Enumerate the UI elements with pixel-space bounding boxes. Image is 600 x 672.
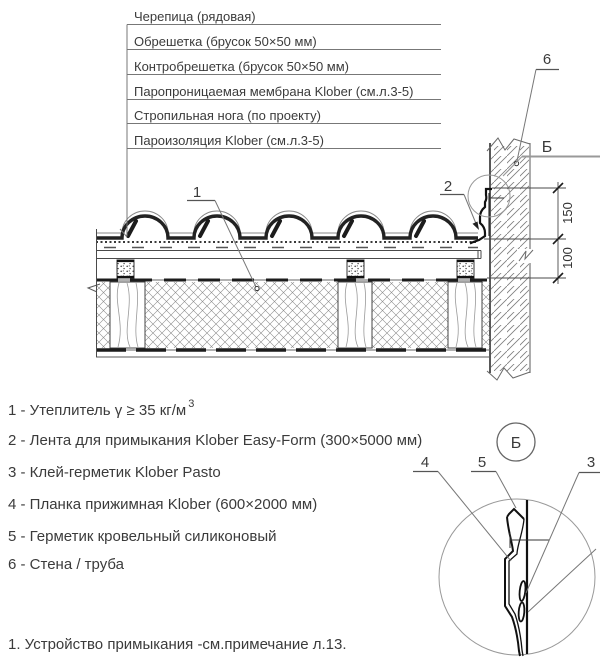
rafter	[448, 282, 482, 348]
callout-3-number: 3	[586, 454, 596, 471]
legend-item-4	[8, 496, 317, 513]
legend-item-2-text: 2 - Лента для примыкания Klober Easy-Form (300×5000 мм)	[8, 432, 423, 449]
tile-course	[96, 211, 478, 248]
callout-2	[440, 178, 479, 230]
layer-label-counter-batten: Контробрешетка (брусок 50×50 мм)	[134, 59, 350, 74]
callout-4	[413, 454, 511, 561]
callout-6-number: 6	[542, 51, 552, 68]
legend-item-1-superscript: 3	[188, 398, 195, 410]
sealant-bead	[519, 581, 527, 601]
callout-3-leader	[526, 473, 579, 594]
legend-item-2	[8, 432, 422, 449]
rafter	[338, 282, 372, 348]
callout-2-arrowhead	[473, 222, 480, 231]
legend-item-1	[8, 400, 194, 419]
insulation-hatch	[96, 282, 110, 348]
callout-2-leader	[464, 195, 477, 227]
counter-battens	[117, 260, 474, 278]
note-text: 1. Устройство примыкания -см.примечание л.13.	[8, 636, 347, 653]
layer-label-vapour-barrier: Пароизоляция Klober (см.л.3-5)	[134, 133, 324, 148]
layer-label-rafter: Стропильная нога (по проекту)	[134, 108, 321, 123]
batten-board	[96, 251, 481, 259]
legend-item-6	[8, 556, 124, 573]
detail-reference-letter: Б	[541, 139, 553, 156]
counter-batten	[117, 260, 134, 278]
layer-label-tile: Черепица (рядовая)	[134, 9, 256, 24]
legend-item-3	[8, 464, 221, 481]
insulation-hatch	[482, 282, 490, 348]
insulation-hatch	[372, 282, 448, 348]
callout-5	[471, 454, 516, 508]
callout-2-number: 2	[443, 178, 453, 195]
legend-item-4-text: 4 - Планка прижимная Klober (600×2000 мм)	[8, 496, 318, 513]
callout-5-leader	[496, 472, 516, 509]
callout-4-number: 4	[420, 454, 430, 471]
rafter	[110, 282, 145, 348]
layer-label-membrane: Паропроницаемая мембрана Klober (см.л.3-5)	[134, 84, 414, 99]
layer-label-batten: Обрешетка (брусок 50×50 мм)	[134, 34, 317, 49]
callout-4-leader	[438, 472, 511, 562]
roof-section	[88, 211, 490, 357]
callout-1-leader	[215, 201, 256, 288]
sealant-bead	[518, 602, 525, 621]
counter-batten	[457, 260, 474, 278]
dimension-value-100: 100	[560, 247, 575, 269]
dimension-value-150: 150	[560, 202, 575, 224]
legend-item-5	[8, 528, 277, 545]
counter-batten	[347, 260, 364, 278]
callout-1-dot	[255, 286, 259, 290]
wall-section	[487, 138, 539, 380]
callout-3-leader-2	[528, 549, 596, 612]
callout-1-number: 1	[192, 184, 202, 201]
callout-5-number: 5	[477, 454, 487, 471]
vapour-barrier-line	[96, 350, 490, 357]
insulation-hatch	[145, 282, 338, 348]
legend-item-5-text: 5 - Герметик кровельный силиконовый	[8, 528, 277, 545]
callout-3	[526, 454, 600, 612]
legend-item-6-text: 6 - Стена / труба	[8, 556, 124, 573]
layer-callout-block	[120, 9, 441, 237]
legend-item-1-text: 1 - Утеплитель γ ≥ 35 кг/м	[8, 402, 187, 419]
detail-view-b	[413, 423, 600, 656]
insulation-band	[88, 282, 490, 348]
legend-item-3-text: 3 - Клей-герметик Klober Pasto	[8, 464, 221, 481]
detail-marker-letter: Б	[510, 435, 522, 452]
